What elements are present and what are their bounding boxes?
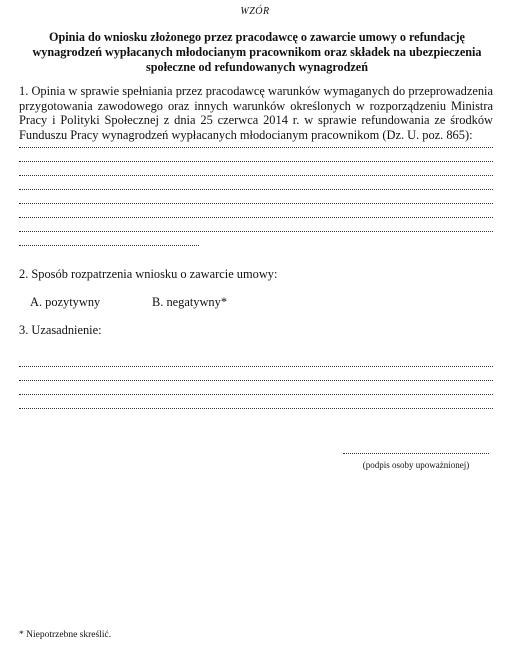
fill-line[interactable] (19, 353, 493, 367)
document-title (22, 30, 492, 75)
section-2-decision: 2. Sposób rozpatrzenia wniosku o zawarcie umowy: (19, 267, 278, 281)
template-label: WZÓR (240, 6, 270, 17)
fill-line[interactable] (19, 395, 493, 409)
option-negative[interactable]: B. negatywny* (152, 295, 228, 309)
title-line-1: Opinia do wniosku złożonego przez pracodawcę o zawarcie umowy o refundację (49, 30, 465, 44)
fill-line[interactable] (19, 176, 493, 190)
footnote: * Niepotrzebne skreślić. (19, 630, 112, 640)
section-3-justification: 3. Uzasadnienie: (19, 323, 102, 337)
fill-line[interactable] (19, 134, 493, 148)
title-line-3: społeczne od refundowanych wynagrodzeń (146, 60, 368, 74)
option-positive[interactable]: A. pozytywny (30, 295, 101, 309)
fill-line[interactable] (19, 162, 493, 176)
fill-line[interactable] (19, 190, 493, 204)
fill-line[interactable] (19, 148, 493, 162)
justification-fill-area[interactable] (19, 353, 493, 409)
fill-line-short[interactable] (19, 232, 199, 246)
title-line-2: wynagrodzeń wypłacanych młodocianym pracownikom oraz składek na ubezpieczenia (32, 45, 482, 59)
signature-caption: (podpis osoby upoważnionej) (362, 460, 470, 470)
fill-line[interactable] (19, 218, 493, 232)
fill-line[interactable] (19, 381, 493, 395)
section-1-opinion: 1. Opinia w sprawie spełniania przez pracodawcę warunków wymaganych do przeprowadzenia przygotowania zawodowego oraz innych warunków określonych w rozporządzeniu Ministra Pracy i Polityki Społecznej z dnia 25 czerwca 2014 r. w sprawie refundowania ze środków Funduszu Pracy wynagrodzeń wypłacanych młodocianym pracownikom (Dz. U. poz. 865): (19, 84, 493, 142)
fill-line[interactable] (19, 367, 493, 381)
opinion-fill-area[interactable] (19, 134, 493, 246)
signature-line[interactable] (343, 449, 489, 454)
fill-line[interactable] (19, 204, 493, 218)
